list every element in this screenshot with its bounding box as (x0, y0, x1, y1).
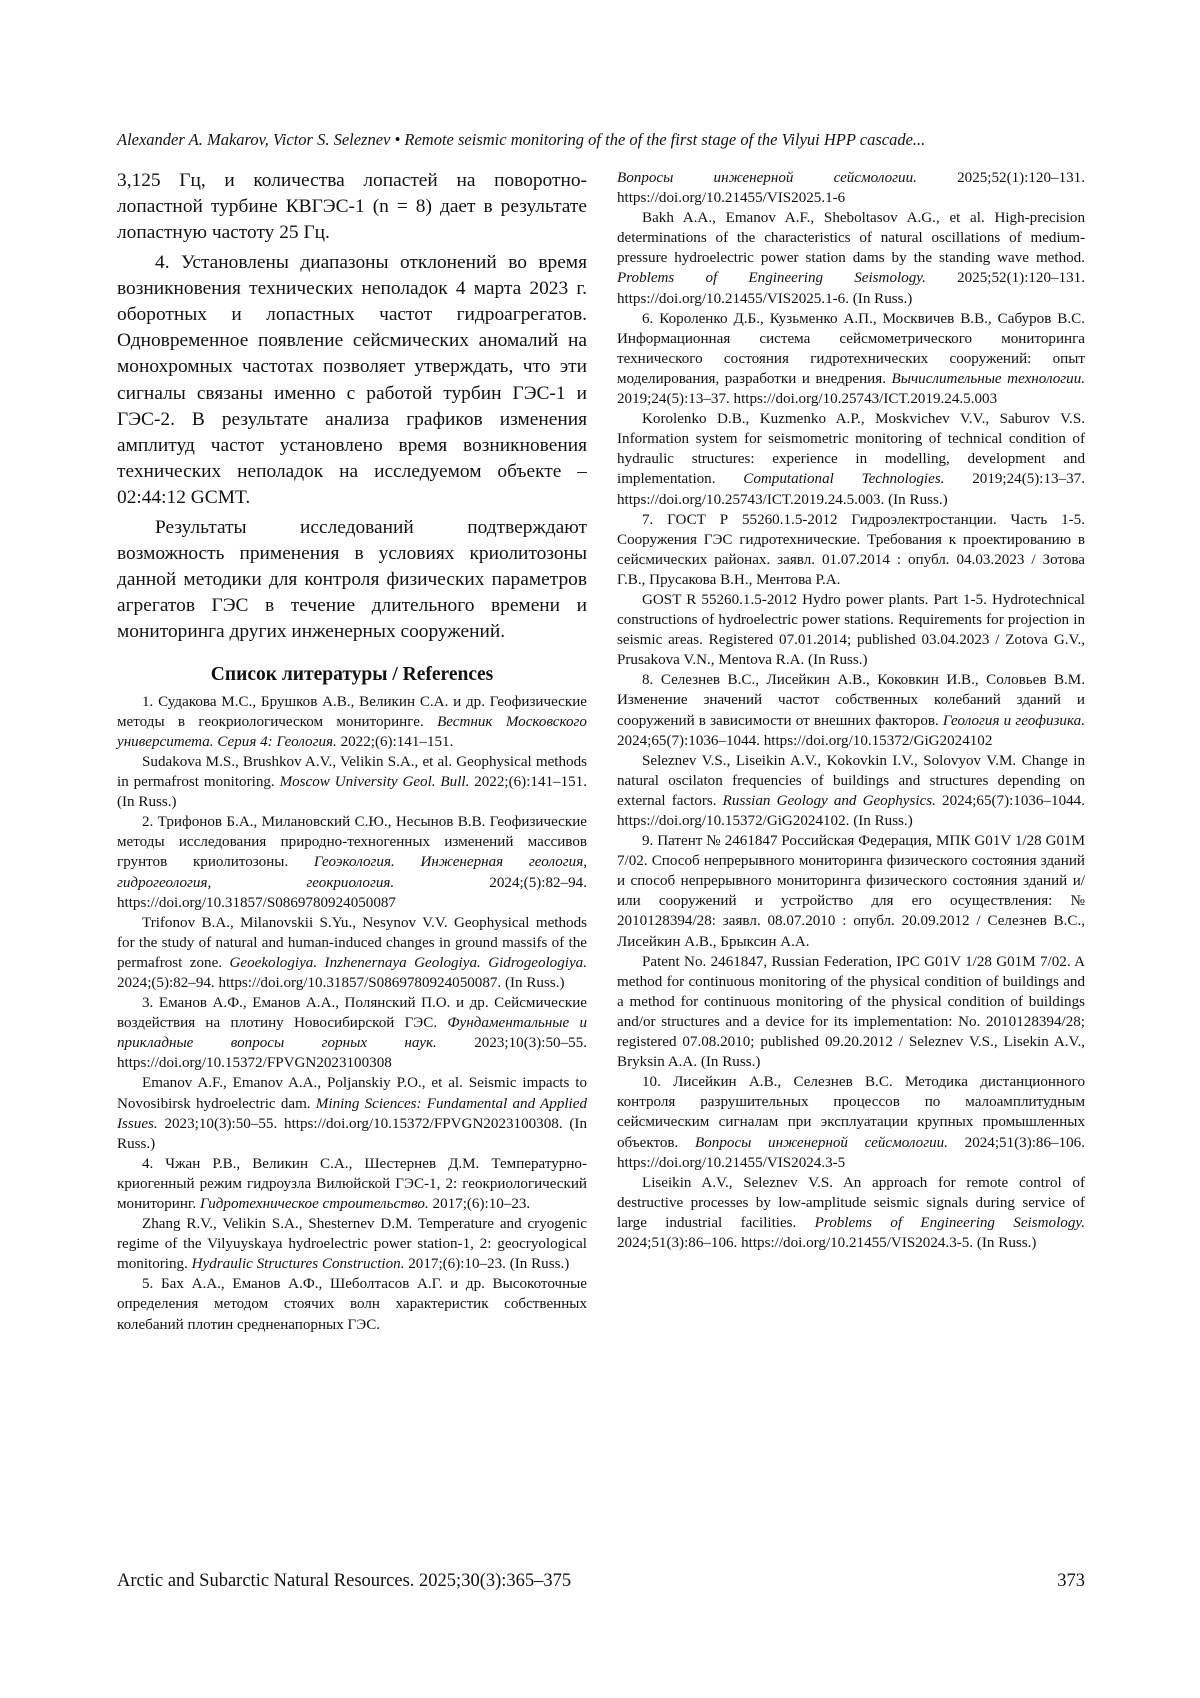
reference-entry: Korolenko D.B., Kuzmenko A.P., Moskvichev V.V., Saburov V.S. Information system for seismometric monitoring of technical condition of hydraulic structures: experience in modelling, development and implementation. Computational Technologies. 2019;24(5):13–37. https://doi.org/10.25743/ICT.2019.24.5.003. (In Russ.) (617, 411, 1085, 508)
reference-entry: Liseikin A.V., Seleznev V.S. An approach for remote control of destructive processes by low-amplitude seismic signals during service of large industrial facilities. Problems of Engineering Seismology. 2024;51(3):86–106. https://doi.org/10.21455/VIS2024.3-5. (In Russ.) (617, 1174, 1085, 1251)
reference-entry: Sudakova M.S., Brushkov A.V., Velikin S.A., et al. Geophysical methods in permafrost monitoring. Moscow University Geol. Bull. 2022;(6):141–151. (In Russ.) (117, 753, 587, 811)
reference-entry: 3. Еманов А.Ф., Еманов А.А., Полянский П.О. и др. Сейсмические воздействия на плотину Новосибирской ГЭС. Фундаментальные и прикладные вопросы горных наук. 2023;10(3):50–55. https://doi.org/10.15372/FPVGN2023100308 (117, 995, 587, 1072)
reference-entry: Emanov A.F., Emanov A.A., Poljanskiy P.O., et al. Seismic impacts to Novosibirsk hydroelectric dam. Mining Sciences: Fundamental and Applied Issues. 2023;10(3):50–55. https://doi.org/10.15372/FPVGN2023100308. (In Russ.) (117, 1075, 588, 1152)
body-paragraph: 3,125 Гц, и количества лопастей на поворотно-лопастной турбине КВГЭС-1 (n = 8) дает в результате лопастную частоту 25 Гц. (117, 170, 587, 244)
body-paragraph: 4. Установлены диапазоны отклонений во время возникновения технических неполадок 4 марта 2023 г. оборотных и лопастных частот гидроагрегатов. Одновременное появление сейсмических аномалий на монохромных частотах позволяет утверждать, что эти сигналы связаны именно с работой турбин ГЭС-1 и ГЭС-2. В результате анализа графиков изменения амплитуд частот установлено время возникновения технических неполадок на исследуемом объекте – 02:44:12 GCMT. (117, 251, 587, 509)
footer-journal-citation: Arctic and Subarctic Natural Resources. 2025;30(3):365–375 (117, 1571, 572, 1591)
reference-entry: 8. Селезнев В.С., Лисейкин А.В., Коковкин И.В., Соловьев В.М. Изменение значений частот собственных колебаний зданий и сооружений в зависимости от внешних факторов. Геология и геофизика. 2024;65(7):1036–1044. https://doi.org/10.15372/GiG2024102 (617, 672, 1085, 749)
reference-entry: 9. Патент № 2461847 Российская Федерация, МПК G01V 1/28 G01M 7/02. Способ непрерывного мониторинга физического состояния зданий и способ непрерывного мониторинга физического состояния зданий и/или сооружений и устройство для его осуществления: № 2010128394/28: заявл. 08.07.2010 : опубл. 20.09.2012 / Селезнев В.С., Лисейкин А.В., Брыксин А.А. (617, 833, 1085, 950)
right-column (617, 168, 1085, 1253)
reference-entry: Seleznev V.S., Liseikin A.V., Kokovkin I.V., Solovyov V.M. Change in natural oscilaton frequencies of buildings and structures depending on external factors. Russian Geology and Geophysics. 2024;65(7):1036–1044. https://doi.org/10.15372/GiG2024102. (In Russ.) (617, 752, 1085, 829)
reference-entry: Zhang R.V., Velikin S.A., Shesternev D.M. Temperature and cryogenic regime of the Vilyuyskaya hydroelectric power station-1, 2: geocryological monitoring. Hydraulic Structures Construction. 2017;(6):10–23. (In Russ.) (117, 1216, 587, 1273)
reference-entry: 2. Трифонов Б.А., Милановский С.Ю., Несынов В.В. Геофизические методы исследования природно-техногенных изменений массивов грунтов криолитозоны. Геоэкология. Инженерная геология, гидрогеология, геокриология. 2024;(5):82–94. https://doi.org/10.31857/S0869780924050087 (117, 814, 587, 911)
reference-entry: 10. Лисейкин А.В., Селезнев В.С. Методика дистанционного контроля разрушительных процессов по малоамплитудным сейсмическим сигналам при эксплуатации крупных промышленных объектов. Вопросы инженерной сейсмологии. 2024;51(3):86–106. https://doi.org/10.21455/VIS2024.3-5 (617, 1074, 1085, 1171)
body-paragraph: Результаты исследований подтверждают возможность применения в условиях криолитозоны данной методики для контроля физических параметров агрегатов ГЭС в течение длительного времени и мониторинга других инженерных сооружений. (117, 516, 587, 643)
reference-entry: Bakh A.A., Emanov A.F., Sheboltasov A.G., et al. High-precision determinations of the characteristics of natural oscillations of medium-pressure hydroelectric power station dams by the standing wave method. Problems of Engineering Seismology. 2025;52(1):120–131. https://doi.org/10.21455/VIS2025.1-6. (In Russ.) (617, 210, 1085, 307)
reference-entry: GOST R 55260.1.5-2012 Hydro power plants. Part 1-5. Hydrotechnical constructions of hydroelectric power stations. Requirements for projection in seismic areas. Registered 07.01.2014; published 03.04.2023 / Zotova G.V., Prusakova V.N., Mentova R.A. (In Russ.) (617, 591, 1085, 669)
reference-entry: 6. Короленко Д.Б., Кузьменко А.П., Москвичев В.В., Сабуров В.С. Информационная система сейсмометрического мониторинга технического состояния гидротехнических сооружений: опыт моделирования, разработки и внедрения. Вычислительные технологии. 2019;24(5):13–37. https://doi.org/10.25743/ICT.2019.24.5.003 (617, 310, 1086, 408)
page-number: 373 (1057, 1571, 1085, 1591)
reference-entry: 4. Чжан Р.В., Великин С.А., Шестернев Д.М. Температурно-криогенный режим гидроузла Вилюйской ГЭС-1, 2: геокриологический мониторинг. Гидротехническое строительство. 2017;(6):10–23. (117, 1155, 587, 1212)
reference-entry: 5. Бах А.А., Еманов А.Ф., Шеболтасов А.Г. и др. Высокоточные определения методом стоячих волн характеристик собственных колебаний плотин средненапорных ГЭС. (117, 1276, 587, 1333)
reference-entry: Вопросы инженерной сейсмологии. 2025;52(1):120–131. https://doi.org/10.21455/VIS2025.1-6 (617, 170, 1085, 207)
running-head: Alexander A. Makarov, Victor S. Seleznev • Remote seismic monitoring of the of the first stage of the Vilyui HPP cascade... (117, 130, 926, 149)
left-column (117, 168, 587, 1335)
reference-entry: Patent No. 2461847, Russian Federation, IPC G01V 1/28 G01M 7/02. A method for continuous monitoring of the physical condition of buildings and a method for continuous monitoring of the physical condition of buildings and/or structures and a device for its implementation: No. 2010128394/28; registered 07.08.2010; published 09.20.2012 / Seleznev V.S., Lisekin A.V., Bryksin A.A. (In Russ.) (617, 953, 1085, 1071)
reference-entry: 7. ГОСТ Р 55260.1.5-2012 Гидроэлектростанции. Часть 1-5. Сооружения ГЭС гидротехнические. Требования к проектированию в сейсмических районах. заявл. 01.07.2014 : опубл. 04.03.2023 / Зотова Г.В., Прусакова В.Н., Ментова Р.А. (617, 511, 1085, 588)
references-title: Список литературы / References (210, 663, 494, 685)
reference-entry: Trifonov B.A., Milanovskii S.Yu., Nesynov V.V. Geophysical methods for the study of natural and human-induced changes in ground massifs of the permafrost zone. Geoekologiya. Inzhenernaya Geologiya. Gidrogeologiya. 2024;(5):82–94. https://doi.org/10.31857/S0869780924050087. (In Russ.) (117, 914, 587, 991)
reference-entry: 1. Судакова М.С., Брушков А.В., Великин С.А. и др. Геофизические методы в геокриологическом мониторинге. Вестник Московского университета. Серия 4: Геология. 2022;(6):141–151. (117, 693, 587, 750)
